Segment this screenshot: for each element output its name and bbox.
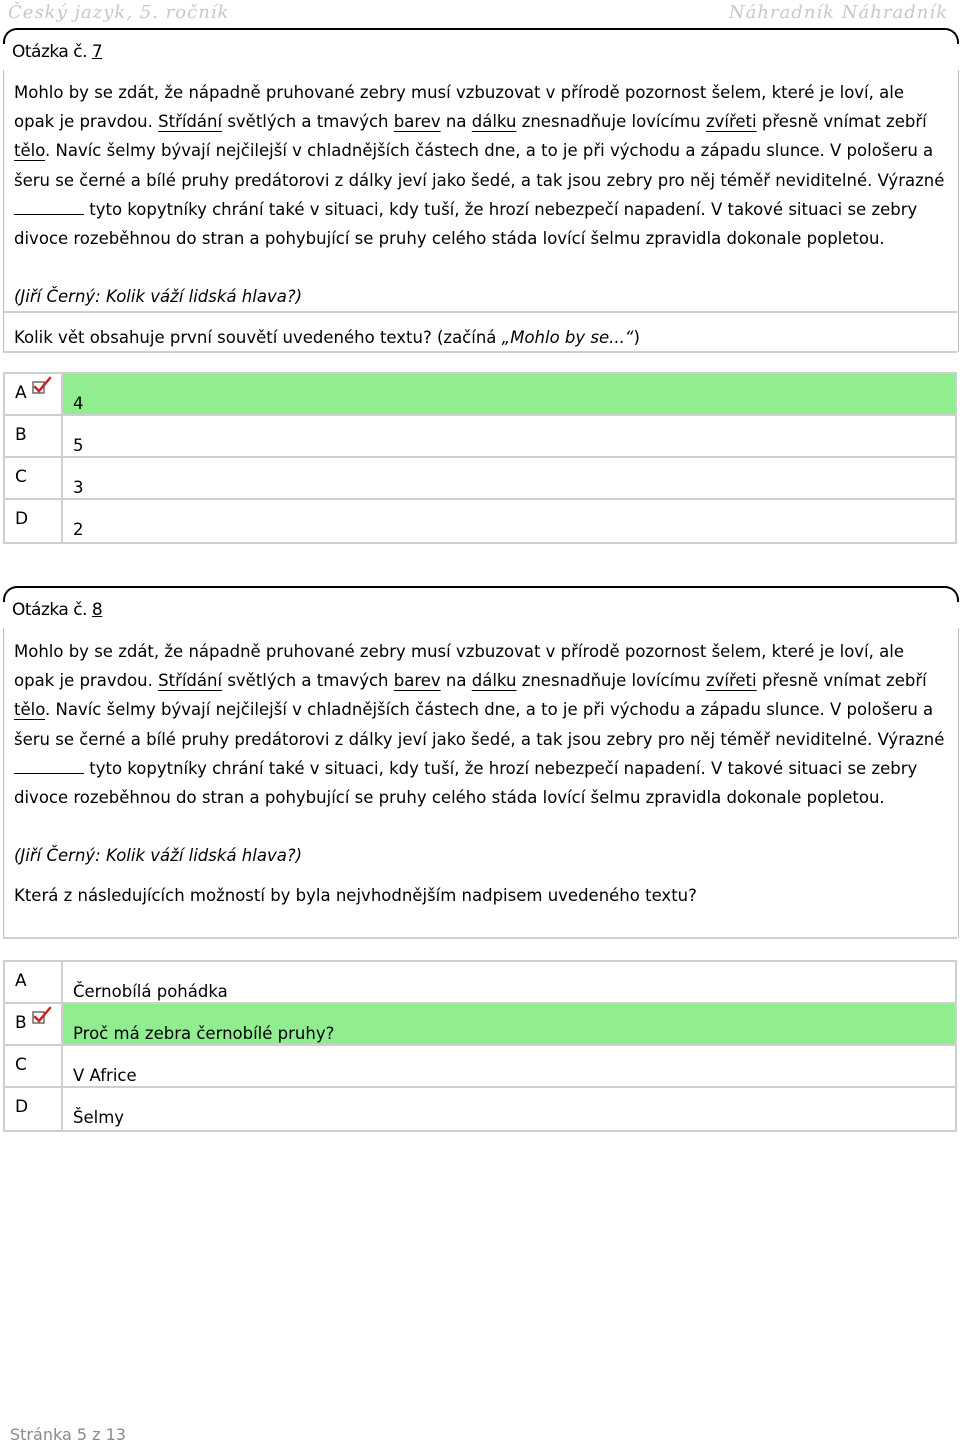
answer-letter: C — [15, 467, 27, 487]
question-8-title — [12, 600, 102, 620]
answer-letter-cell — [5, 1046, 63, 1086]
answer-option-b[interactable] — [5, 1004, 955, 1046]
underlined-word: barev — [393, 112, 441, 132]
answer-content-cell — [63, 500, 955, 542]
answer-option-c[interactable] — [5, 1046, 955, 1088]
answer-letter-cell — [5, 374, 63, 414]
subject-label: Český jazyk, 5. ročník — [8, 2, 230, 23]
question-7-passage — [14, 78, 946, 253]
answer-option-c[interactable] — [5, 458, 955, 500]
divider — [3, 311, 957, 313]
passage-text: světlých a tmavých — [227, 112, 389, 132]
passage-text: znesnadňuje lovícímu — [521, 671, 701, 691]
answer-content-cell — [63, 458, 955, 498]
passage-text: . Navíc šelmy bývají nejčilejší v chladnějších částech dne, a to je při východu a západu slunce. V pološeru a šeru se černé a bílé pruhy predátorovi z dálky jeví jako šedé, a tak jsou zebry pro něj téměř neviditelné. Výrazné — [14, 141, 945, 190]
question-number: 8 — [91, 600, 103, 620]
divider — [3, 937, 957, 939]
passage-text: Mohlo by se zdát, že nápadně pruhované zebry musí vzbuzovat v přírodě pozornost šelem, které je loví, ale opak je pravdou. — [14, 642, 904, 691]
answer-letter: B — [15, 1013, 27, 1033]
underlined-word: dálku — [471, 671, 517, 691]
underlined-word: tělo — [14, 141, 46, 161]
question-8-frame — [3, 586, 959, 602]
underlined-word: zvířeti — [705, 112, 757, 132]
passage-text: tyto kopytníky chrání také v situaci, kdy tuší, že hrozí nebezpečí napadení. V takové situaci se zebry divoce rozeběhnou do stran a pohybující se pruhy celého stáda lovící šelmu zpravidla dokonale popletou. — [14, 758, 918, 808]
answer-letter: A — [15, 383, 27, 403]
question-number: 7 — [91, 42, 103, 62]
answer-text: V Africe — [73, 1066, 137, 1085]
answer-letter-cell — [5, 1004, 63, 1044]
answer-option-d[interactable] — [5, 500, 955, 542]
question-text-end: ) — [633, 328, 640, 347]
answer-letter-cell — [5, 1088, 63, 1130]
answer-content-cell — [63, 1088, 955, 1130]
underlined-word: tělo — [14, 700, 46, 720]
answer-text: 3 — [73, 478, 84, 497]
underlined-word: Střídání — [158, 112, 223, 132]
answer-letter: D — [15, 1097, 29, 1117]
question-8-passage — [14, 637, 946, 812]
answer-letter: C — [15, 1055, 27, 1075]
underlined-word: barev — [393, 671, 441, 691]
underlined-word: Střídání — [158, 671, 223, 691]
answer-content-cell — [63, 962, 955, 1002]
passage-text: na — [445, 671, 467, 691]
answer-option-d[interactable] — [5, 1088, 955, 1130]
answer-content-cell — [63, 1004, 955, 1044]
answer-text: 2 — [73, 520, 84, 539]
fill-blank — [14, 200, 84, 215]
answer-letter: D — [15, 509, 29, 529]
checkbox-check-icon — [31, 376, 53, 396]
passage-text: tyto kopytníky chrání také v situaci, kdy tuší, že hrozí nebezpečí napadení. V takové situaci se zebry divoce rozeběhnou do stran a pohybující se pruhy celého stáda lovící šelmu zpravidla dokonale popletou. — [14, 199, 918, 249]
question-text: Kolik vět obsahuje první souvětí uvedeného textu? (začíná — [14, 328, 502, 347]
answer-letter-cell — [5, 458, 63, 498]
answer-option-b[interactable] — [5, 416, 955, 458]
question-title-prefix: Otázka č. — [12, 600, 88, 620]
answer-text: Proč má zebra černobílé pruhy? — [73, 1024, 335, 1043]
answer-letter-cell — [5, 500, 63, 542]
question-7-title — [12, 42, 102, 62]
passage-source: (Jiří Černý: Kolik váží lidská hlava?) — [14, 846, 303, 865]
answer-letter-cell — [5, 416, 63, 456]
underlined-word: zvířeti — [705, 671, 757, 691]
page-header — [0, 0, 960, 28]
passage-text: na — [445, 112, 467, 132]
question-7-text — [14, 328, 640, 347]
passage-text: přesně vnímat zebří — [761, 671, 927, 691]
question-title-prefix: Otázka č. — [12, 42, 88, 62]
divider — [3, 351, 957, 353]
question-8-answers — [3, 960, 957, 1132]
answer-text: Šelmy — [73, 1108, 125, 1127]
answer-text: 4 — [73, 394, 84, 413]
passage-text: světlých a tmavých — [227, 671, 389, 691]
passage-text: . Navíc šelmy bývají nejčilejší v chladnějších částech dne, a to je při východu a západu slunce. V pološeru a šeru se černé a bílé pruhy predátorovi z dálky jeví jako šedé, a tak jsou zebry pro něj téměř neviditelné. Výrazné — [14, 700, 945, 749]
answer-content-cell — [63, 1046, 955, 1086]
question-quote: „Mohlo by se...“ — [501, 328, 634, 347]
answer-text: 5 — [73, 436, 84, 455]
passage-source: (Jiří Černý: Kolik váží lidská hlava?) — [14, 287, 303, 306]
answer-option-a[interactable] — [5, 374, 955, 416]
variant-label: Náhradník Náhradník — [728, 2, 948, 23]
passage-text: přesně vnímat zebří — [761, 112, 927, 132]
question-7-answers — [3, 372, 957, 544]
passage-text: znesnadňuje lovícímu — [521, 112, 701, 132]
answer-letter: B — [15, 425, 27, 445]
answer-content-cell — [63, 416, 955, 456]
checkbox-check-icon — [31, 1006, 53, 1026]
answer-text: Černobílá pohádka — [73, 982, 228, 1001]
answer-option-a[interactable] — [5, 962, 955, 1004]
answer-letter: A — [15, 971, 27, 991]
passage-text: Mohlo by se zdát, že nápadně pruhované zebry musí vzbuzovat v přírodě pozornost šelem, které je loví, ale opak je pravdou. — [14, 83, 904, 132]
underlined-word: dálku — [471, 112, 517, 132]
answer-letter-cell — [5, 962, 63, 1002]
answer-content-cell — [63, 374, 955, 414]
fill-blank — [14, 759, 84, 774]
question-8-text: Která z následujících možností by byla nejvhodnějším nadpisem uvedeného textu? — [14, 886, 697, 905]
page-number: Stránka 5 z 13 — [10, 1425, 126, 1444]
question-7-frame — [3, 28, 959, 44]
